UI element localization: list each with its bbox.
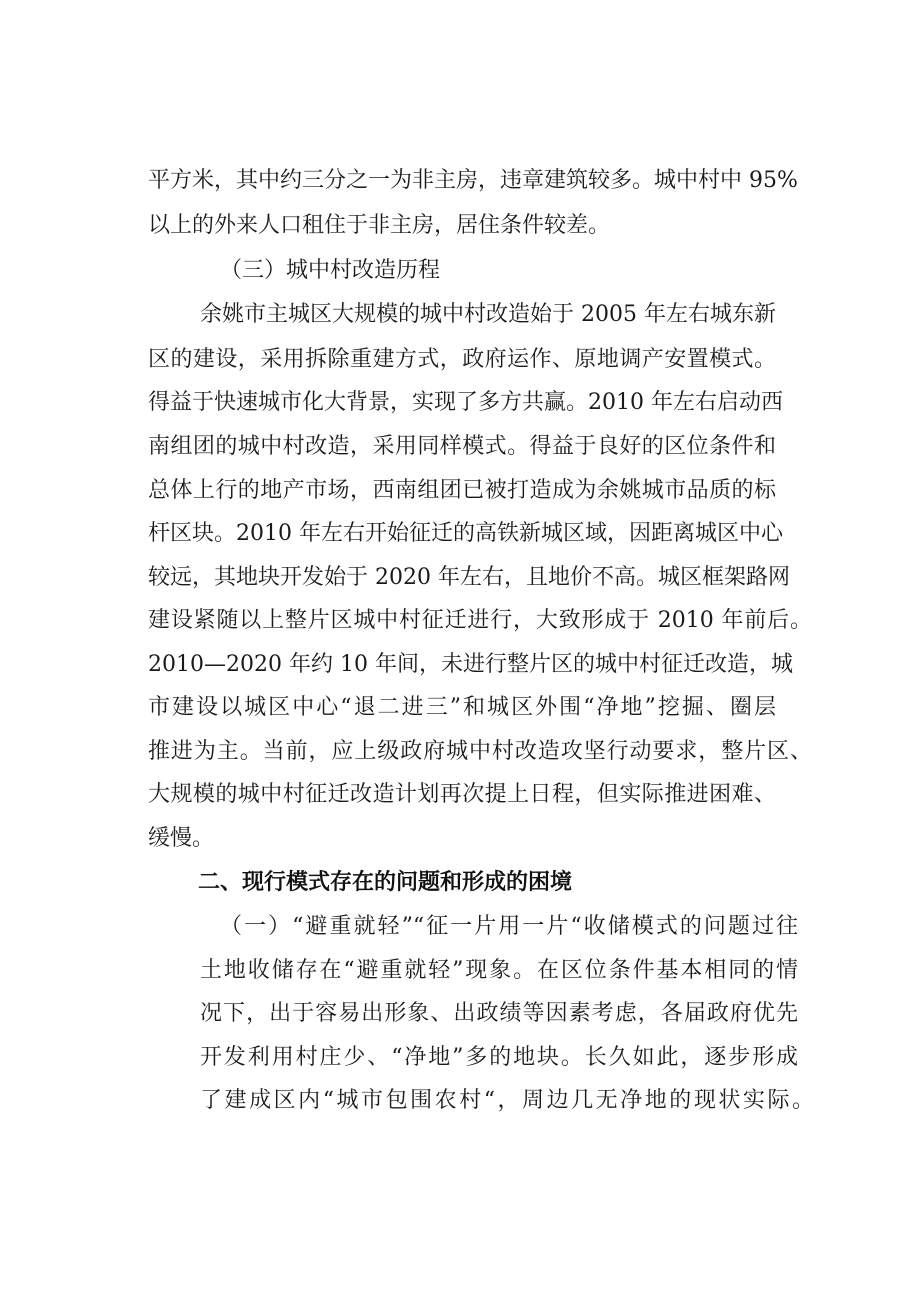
section-heading: 二、现行模式存在的问题和形成的困境 [198,870,573,895]
paragraph-line: 南组团的城中村改造，采用同样模式。得益于良好的区位条件和 [148,434,776,459]
paragraph-line: 建设紧随以上整片区城中村征迁进行，大致形成于 2010 年前后。 [148,608,812,633]
paragraph-line: 了建成区内“城市包围农村“，周边几无净地的现状实际。 [200,1088,814,1113]
paragraph-line: 大规模的城中村征迁改造计划再次提上日程，但实际推进困难、 [148,782,776,807]
paragraph-line: 得益于快速城市化大背景，实现了多方共赢。2010 年左右启动西 [148,390,783,415]
paragraph-line: 2010—2020 年约 10 年间，未进行整片区的城中村征迁改造，城 [148,652,793,677]
paragraph-line: 平方米，其中约三分之一为非主房，违章建筑较多。城中村中 95% [148,168,798,193]
paragraph-line: 况下，出于容易出形象、出政绩等因素考虑，各届政府优先 [200,1001,798,1026]
paragraph-line: 区的建设，采用拆除重建方式，政府运作、原地调产安置模式。 [148,347,776,372]
paragraph-line: 以上的外来人口租住于非主房，居住条件较差。 [148,213,611,238]
paragraph-line: 总体上行的地产市场，西南组团已被打造成为余姚城市品质的标 [148,478,776,503]
paragraph-line: 杆区块。2010 年左右开始征迁的高铁新城区域，因距离城区中心 [148,521,783,546]
paragraph-line: （一）“避重就轻”“征一片用一片“收储模式的问题过往 [220,914,798,939]
paragraph-line: 市建设以城区中心“退二进三”和城区外围“净地”挖掘、圈层 [148,695,776,720]
paragraph-line: 缓慢。 [148,826,215,851]
paragraph-line: 开发利用村庄少、“净地”多的地块。长久如此，逐步形成 [200,1045,798,1070]
section-subheading: （三）城中村改造历程 [220,258,441,283]
paragraph-line: 推进为主。当前，应上级政府城中村改造攻坚行动要求，整片区、 [148,739,812,764]
paragraph-line: 余姚市主城区大规模的城中村改造始于 2005 年左右城东新 [200,302,776,327]
paragraph-line: 土地收储存在“避重就轻”现象。在区位条件基本相同的情 [200,958,798,983]
paragraph-line: 较远，其地块开发始于 2020 年左右，且地价不高。城区框架路网 [148,565,790,590]
